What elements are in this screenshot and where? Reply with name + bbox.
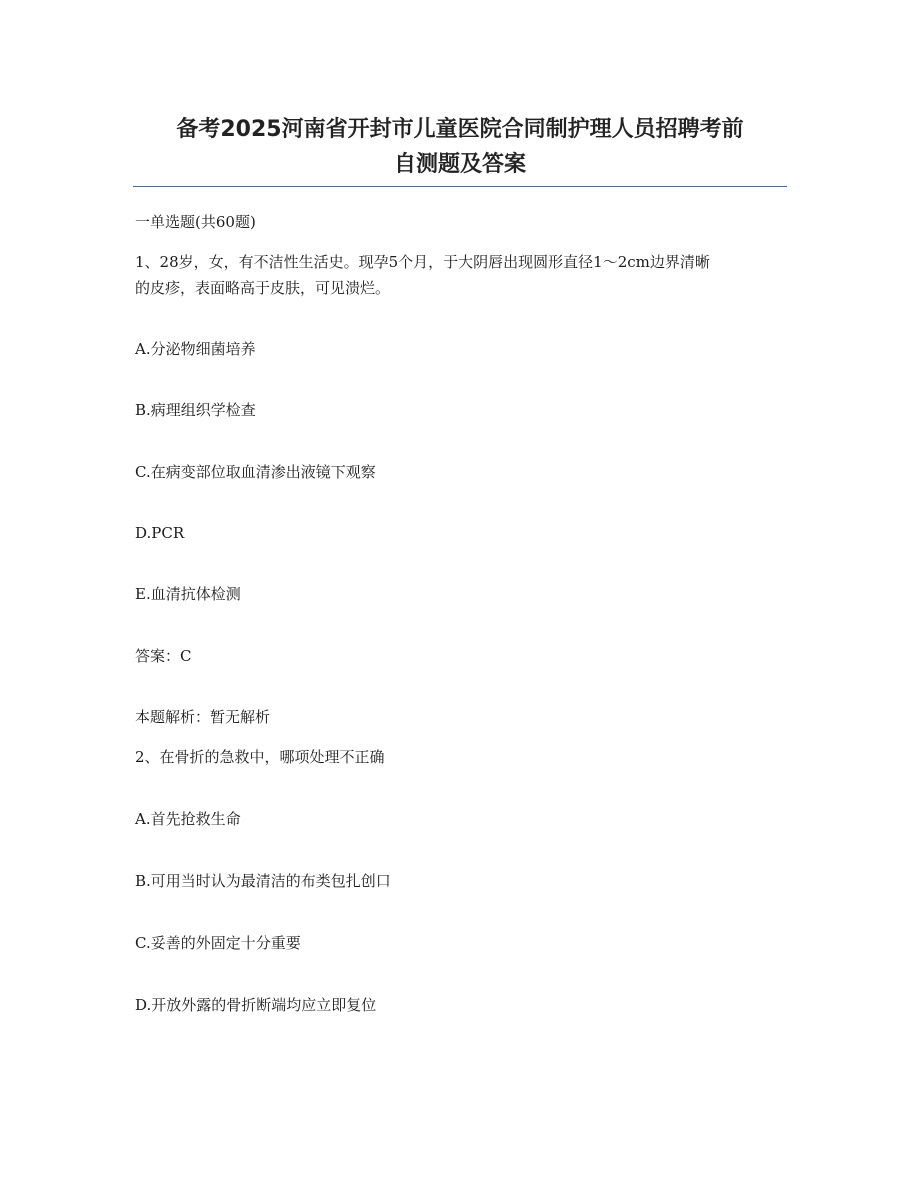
section-heading: 一单选题(共60题) [135,213,256,231]
question-1-option-e: E.血清抗体检测 [135,585,241,603]
title-line-1: 备考2025河南省开封市儿童医院合同制护理人员招聘考前 [176,117,744,142]
question-1-answer: 答案：C [135,647,192,665]
question-2-option-c: C.妥善的外固定十分重要 [135,934,301,952]
question-2-option-a: A.首先抢救生命 [135,810,241,828]
title-line-2: 自测题及答案 [393,152,526,177]
question-1-stem-line-1: 1、28岁，女，有不洁性生活史。现孕5个月，于大阴唇出现圆形直径1～2cm边界清晰 [135,253,710,271]
question-1-analysis: 本题解析：暂无解析 [135,708,271,726]
question-1-option-d: D.PCR [135,524,185,542]
question-1-option-c: C.在病变部位取血清渗出液镜下观察 [135,463,376,481]
title-divider [133,186,787,187]
question-1-option-a: A.分泌物细菌培养 [135,340,256,358]
question-1-option-b: B.病理组织学检查 [135,401,256,419]
question-2-option-b: B.可用当时认为最清洁的布类包扎创口 [135,872,391,890]
document-title [110,112,810,182]
question-2-option-d: D.开放外露的骨折断端均应立即复位 [135,996,377,1014]
question-1-stem-line-2: 的皮疹，表面略高于皮肤，可见溃烂。 [135,279,391,297]
question-2-stem: 2、在骨折的急救中，哪项处理不正确 [135,748,385,766]
